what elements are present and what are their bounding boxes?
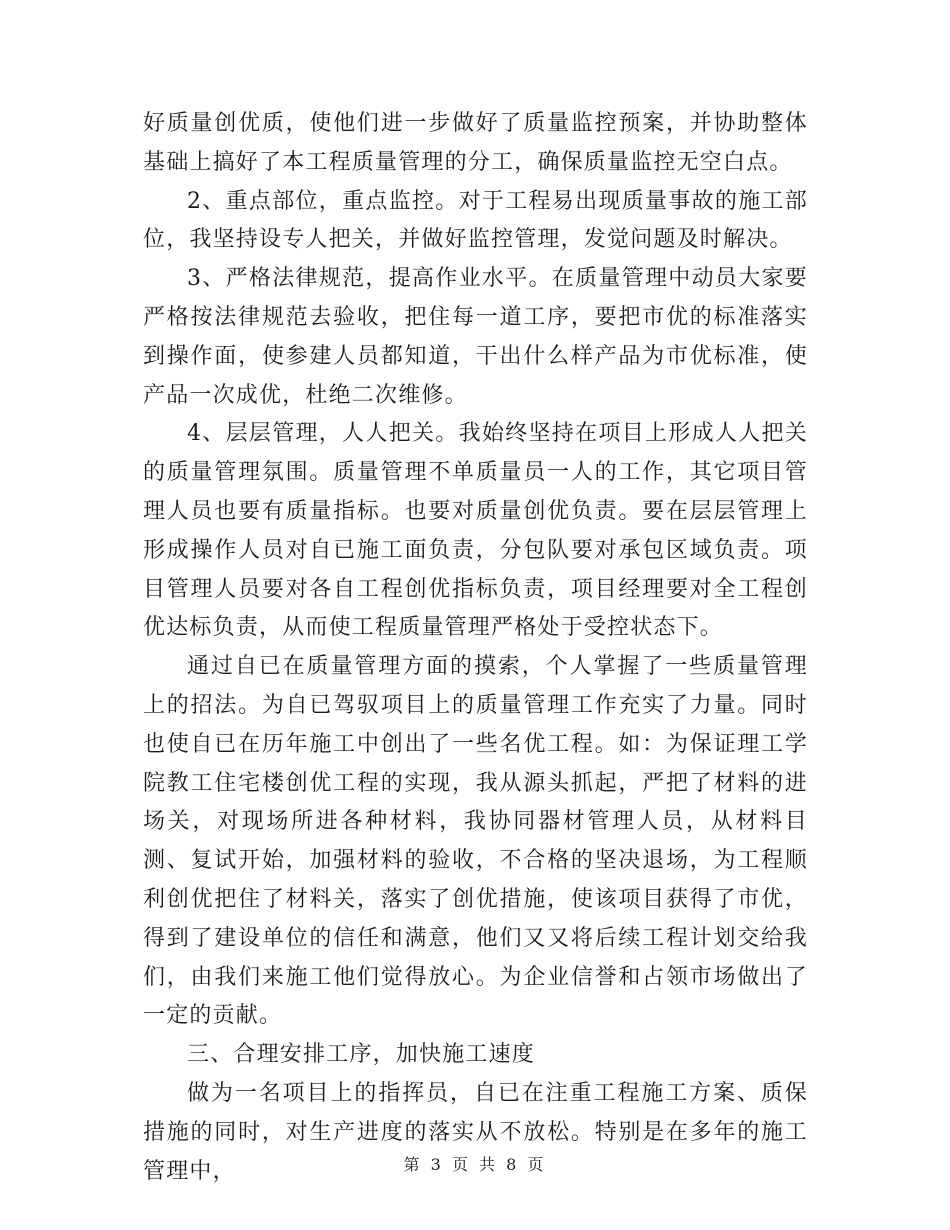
page-number-footer: 第 3 页 共 8 页 — [403, 1155, 547, 1174]
paragraph-continuation: 好质量创优质，使他们进一步做好了质量监控预案，并协助整体基础上搞好了本工程质量管理的分工，确保质量监控无空白点。 — [143, 111, 808, 175]
paragraph-experience: 通过自已在质量管理方面的摸索，个人掌握了一些质量管理上的招法。为自已驾驭项目上的质量管理工作充实了力量。同时也使自已在历年施工中创出了一些名优工程。如：为保证理工学院教工住宅楼创优工程的实现，我从源头抓起，严把了材料的进场关，对现场所进各种材料，我协同器材管理人员，从材料目测、复试开始，加强材料的验收，不合格的坚决退场，为工程顺利创优把住了材料关，落实了创优措施，使该项目获得了市优，得到了建设单位的信任和满意，他们又又将后续工程计划交给我们，由我们来施工他们觉得放心。为企业信誉和占领市场做出了一定的贡献。 — [143, 654, 808, 1029]
section-heading: 三、合理安排工序，加快施工速度 — [187, 1042, 536, 1068]
paragraph-strict-standards: 3、严格法律规范，提高作业水平。在质量管理中动员大家要严格按法律规范去验收，把住每一道工序，要把市优的标准落实到操作面，使参建人员都知道，干出什么样产品为市优标准，使产品一次成优，杜绝二次维修。 — [143, 266, 808, 408]
paragraph-schedule: 做为一名项目上的指挥员，自已在注重工程施工方案、质保措施的同时，对生产进度的落实从不放松。特别是在多年的施工管理中， — [143, 1080, 808, 1184]
paragraph-key-parts: 2、重点部位，重点监控。对于工程易出现质量事故的施工部位，我坚持设专人把关，并做好监控管理，发觉问题及时解决。 — [143, 188, 808, 253]
paragraph-layered-management: 4、层层管理，人人把关。我始终坚持在项目上形成人人把关的质量管理氛围。质量管理不单质量员一人的工作，其它项目管理人员也要有质量指标。也要对质量创优负责。要在层层管理上形成操作人员对自已施工面负责，分包队要对承包区域负责。项目管理人员要对各自工程创优指标负责，项目经理要对全工程创优达标负责，从而使工程质量管理严格处于受控状态下。 — [143, 421, 808, 641]
document-body — [143, 105, 808, 1191]
